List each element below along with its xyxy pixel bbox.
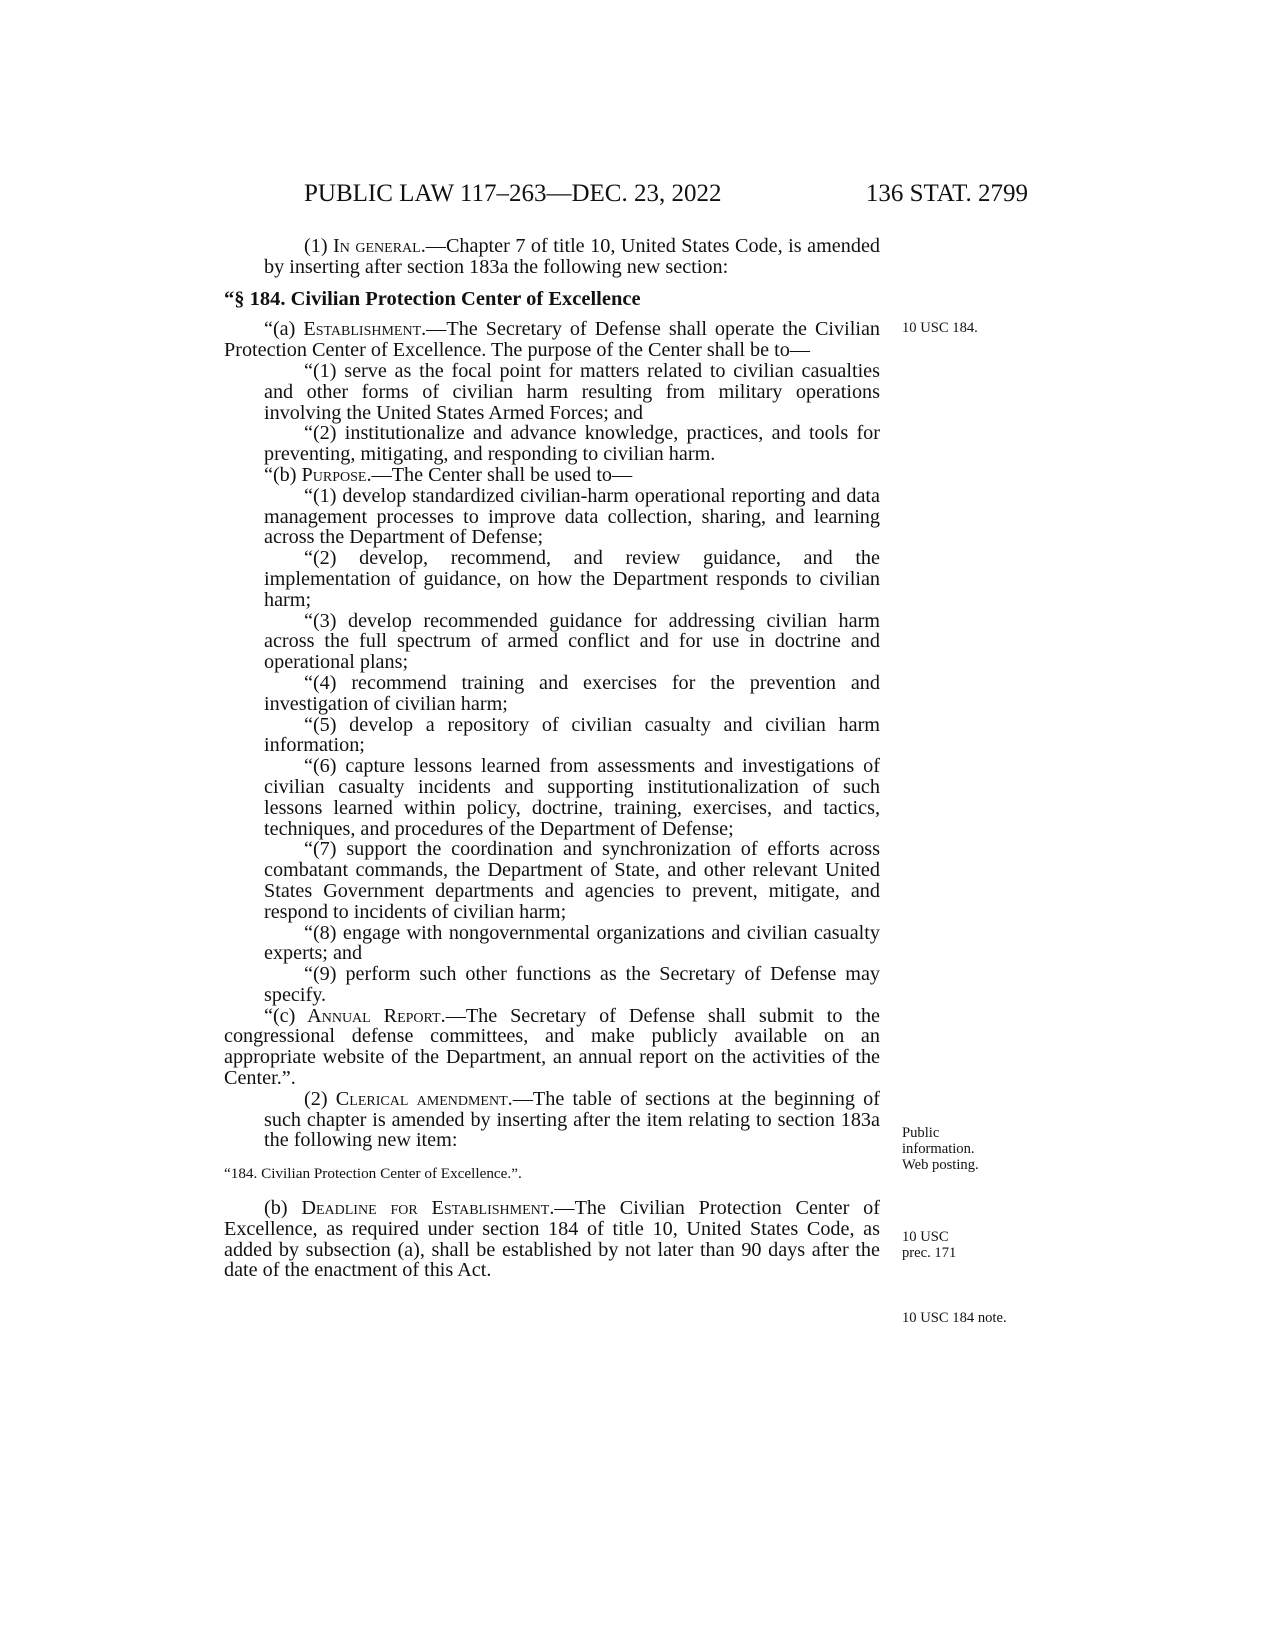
subsection-b-item-8: “(8) engage with nongovernmental organizations and civilian casualty experts; and xyxy=(264,921,880,965)
subsection-b-item-1: “(1) develop standardized civilian-harm operational reporting and data management processes to improve data collection, sharing, and learning across the Department of Defense; xyxy=(264,484,880,549)
subsection-b: “(b) Purpose.—The Center shall be used to— xyxy=(264,463,633,486)
page-body xyxy=(224,236,880,1281)
subsection-deadline: (b) Deadline for Establishment.—The Civilian Protection Center of Excellence, as required under section 184 of title 10, United States Code, as added by subsection (a), shall be established by not later than 90 days after the date of the enactment of this Act. xyxy=(224,1197,880,1282)
subsection-b-item-2: “(2) develop, recommend, and review guidance, and the implementation of guidance, on how the Department responds to civilian harm; xyxy=(264,547,880,611)
margin-note-usc-prec: 10 USC prec. 171 xyxy=(902,1229,957,1261)
subsection-b-item-3: “(3) develop recommended guidance for addressing civilian harm across the full spectrum of armed conflict and for use in doctrine and operational plans; xyxy=(264,609,880,674)
subsection-b-item-7: “(7) support the coordination and synchronization of efforts across combatant commands, the Department of State, and other relevant United States Government departments and agencies to prevent, mitigate, and respond to incidents of civilian harm; xyxy=(264,838,880,923)
margin-note-usc-184-note: 10 USC 184 note. xyxy=(902,1310,1007,1326)
margin-note-public-information: Public information. Web posting. xyxy=(902,1125,979,1173)
margin-note-usc-184: 10 USC 184. xyxy=(902,320,978,336)
page-number: 136 STAT. 2799 xyxy=(865,180,1028,207)
running-title: PUBLIC LAW 117–263—DEC. 23, 2022 xyxy=(304,180,722,207)
paragraph-in-general: (1) In general.—Chapter 7 of title 10, United States Code, is amended by inserting after section 183a the following new section: xyxy=(264,235,880,278)
subsection-a-item-1: “(1) serve as the focal point for matters related to civilian casualties and other forms of civilian harm resulting from military operations involving the United States Armed Forces; and xyxy=(264,359,880,424)
subsection-a-item-2: “(2) institutionalize and advance knowledge, practices, and tools for preventing, mitigating, and responding to civilian harm. xyxy=(264,422,880,466)
subsection-b-item-4: “(4) recommend training and exercises for the prevention and investigation of civilian harm; xyxy=(264,671,880,715)
table-of-sections-item: “184. Civilian Protection Center of Excellence.”. xyxy=(224,1165,522,1183)
paragraph-clerical-amendment: (2) Clerical amendment.—The table of sections at the beginning of such chapter is amended by inserting after the item relating to section 183a the following new item: xyxy=(264,1087,880,1152)
subsection-a: “(a) Establishment.—The Secretary of Defense shall operate the Civilian Protection Center of Excellence. The purpose of the Center shall be to— xyxy=(224,318,880,362)
subsection-b-item-9: “(9) perform such other functions as the Secretary of Defense may specify. xyxy=(264,963,880,1006)
page-header xyxy=(224,180,1028,212)
section-heading: “§ 184. Civilian Protection Center of Excellence xyxy=(224,287,641,310)
subsection-c: “(c) Annual Report.—The Secretary of Defense shall submit to the congressional defense committees, and make publicly available on an appropriate website of the Department, an annual report on the activities of the Center.”. xyxy=(224,1004,880,1090)
subsection-b-item-6: “(6) capture lessons learned from assessments and investigations of civilian casualty incidents and supporting institutionalization of such lessons learned within policy, doctrine, training, exercises, and tactics, techniques, and procedures of the Department of Defense; xyxy=(264,755,880,840)
subsection-b-item-5: “(5) develop a repository of civilian casualty and civilian harm information; xyxy=(264,713,880,757)
